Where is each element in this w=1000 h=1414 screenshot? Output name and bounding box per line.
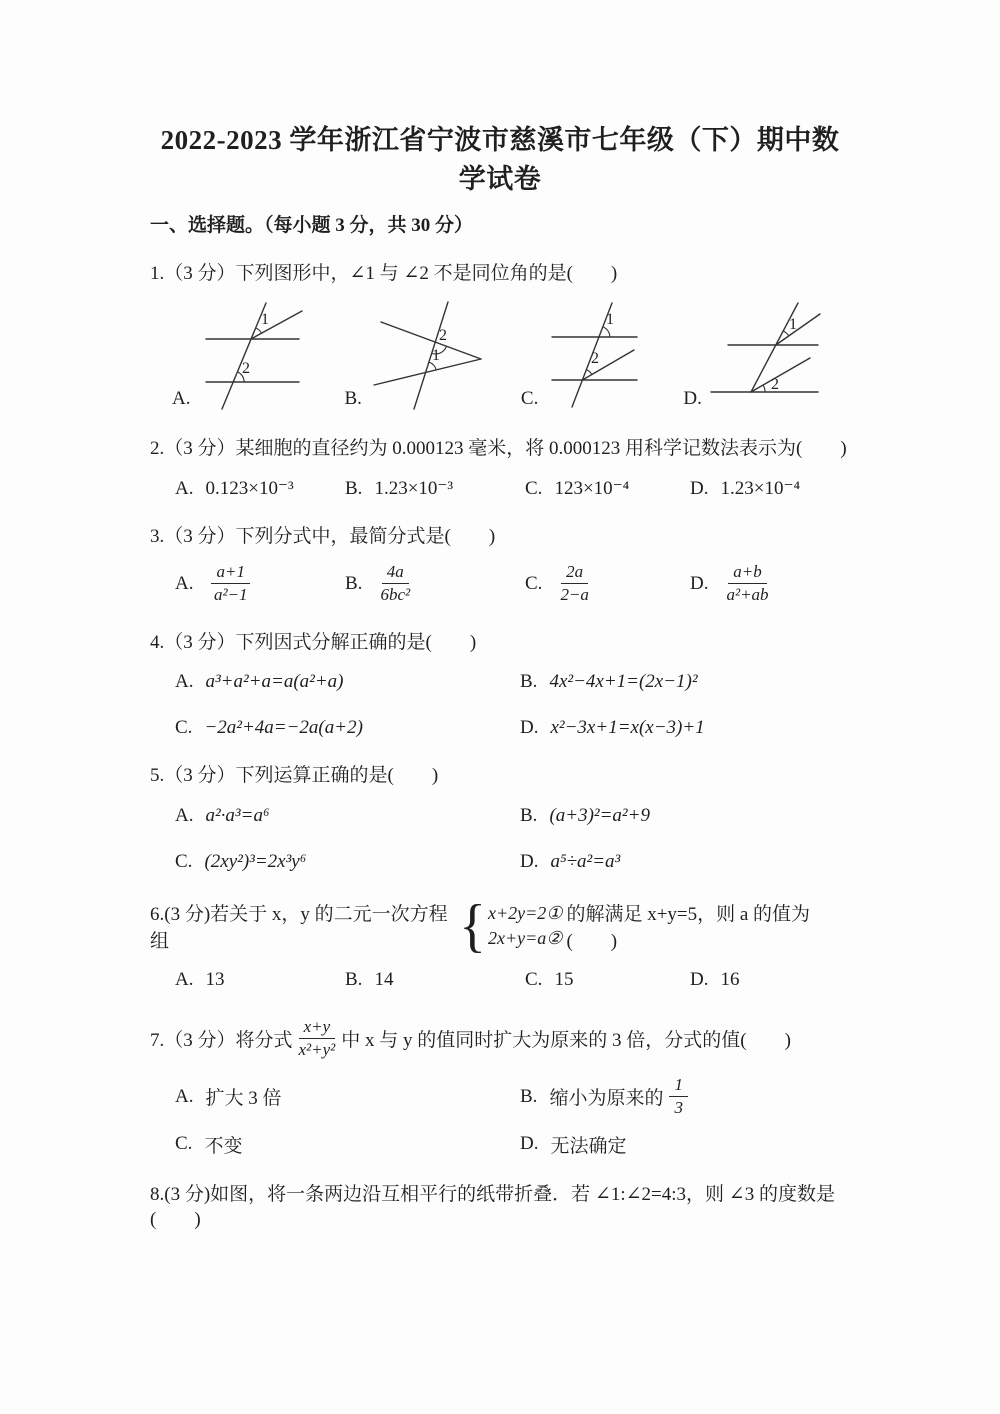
fraction-denominator: 6bc² bbox=[380, 585, 411, 605]
option-label: D. bbox=[520, 717, 539, 739]
fraction-denominator: x²+y² bbox=[298, 1040, 336, 1060]
option-value: 123×10⁻⁴ bbox=[554, 478, 630, 500]
option-value-prefix: 缩小为原来的 bbox=[549, 1088, 664, 1110]
figure-option-b bbox=[344, 297, 515, 412]
angle-2-label: 2 bbox=[242, 359, 251, 377]
option-d bbox=[690, 562, 775, 606]
system-equations bbox=[488, 902, 562, 949]
question-8-text: 8.(3 分)如图，将一条两边沿互相平行的纸带折叠．若 ∠1:∠2=4:3，则 ∠3 的度数是( ) bbox=[150, 1183, 835, 1231]
option-label: D. bbox=[520, 1133, 539, 1155]
option-c bbox=[175, 851, 520, 873]
option-value: a²·a³=a⁶ bbox=[205, 804, 270, 826]
option-a bbox=[175, 1083, 520, 1110]
fraction-numerator: a+b bbox=[728, 562, 766, 584]
option-d bbox=[520, 851, 620, 873]
option-value: 1.23×10⁻³ bbox=[374, 478, 454, 500]
option-value: 15 bbox=[554, 968, 574, 990]
option-label: B. bbox=[520, 804, 538, 826]
option-b bbox=[345, 477, 525, 500]
option-label: D. bbox=[690, 477, 709, 499]
option-label: D. bbox=[690, 572, 709, 594]
option-label: C. bbox=[175, 850, 193, 872]
angle-figure-d bbox=[706, 297, 871, 412]
option-d bbox=[690, 969, 739, 991]
equation-1: x+2y=2① bbox=[488, 903, 563, 924]
question-3-options bbox=[150, 562, 850, 606]
option-b bbox=[345, 562, 525, 606]
option-b bbox=[520, 1075, 694, 1119]
option-label: C. bbox=[525, 572, 543, 594]
fraction-denominator: a²−1 bbox=[213, 585, 248, 605]
lower-line bbox=[374, 359, 481, 385]
angle-arc bbox=[587, 369, 593, 374]
option-value: 不变 bbox=[204, 1135, 243, 1157]
option-label: B. bbox=[345, 477, 363, 499]
angle-figure-c bbox=[542, 297, 682, 412]
option-b bbox=[520, 805, 650, 827]
question-6-prefix: 6.(3 分)若关于 x，y 的二元一次方程组 bbox=[150, 903, 448, 952]
option-label: A. bbox=[175, 804, 194, 826]
option-label: C. bbox=[175, 1133, 193, 1155]
option-label: A. bbox=[175, 477, 194, 499]
fraction-numerator: a+1 bbox=[211, 562, 249, 584]
option-label: C. bbox=[520, 387, 539, 409]
angle-arc bbox=[783, 331, 789, 336]
option-label: A. bbox=[175, 572, 194, 594]
figure-option-d bbox=[683, 297, 870, 412]
option-value: 14 bbox=[374, 968, 394, 990]
angle-arc bbox=[763, 385, 765, 392]
option-value: a⁵÷a²=a³ bbox=[550, 850, 621, 872]
option-d bbox=[520, 1131, 627, 1158]
option-label: D. bbox=[520, 850, 539, 872]
option-label: A. bbox=[175, 968, 194, 990]
option-a bbox=[175, 562, 345, 606]
option-a bbox=[175, 969, 345, 991]
fraction bbox=[560, 562, 588, 606]
page-title: 2022-2023 学年浙江省宁波市慈溪市七年级（下）期中数学试卷 bbox=[160, 125, 840, 194]
option-value: 16 bbox=[720, 968, 740, 990]
option-value: (2xy²)³=2x³y⁶ bbox=[204, 850, 307, 872]
option-b bbox=[345, 969, 525, 991]
question-1-text: 1.（3 分）下列图形中，∠1 与 ∠2 不是同位角的是( ) bbox=[150, 263, 618, 284]
angle-figure-a bbox=[194, 297, 344, 412]
equation-2: 2x+y=a② bbox=[488, 927, 563, 948]
question-6-options bbox=[150, 969, 850, 991]
ray-line-top bbox=[776, 314, 820, 345]
angle-1-label: 1 bbox=[261, 310, 270, 328]
option-label: B. bbox=[520, 1085, 538, 1107]
option-c bbox=[175, 1131, 520, 1158]
option-label: A. bbox=[175, 671, 194, 693]
question-7-prefix: 7.（3 分）将分式 bbox=[150, 1030, 293, 1052]
option-label: B. bbox=[520, 671, 538, 693]
option-label: C. bbox=[175, 717, 193, 739]
question-4-text: 4.（3 分）下列因式分解正确的是( ) bbox=[150, 631, 477, 653]
option-value: 13 bbox=[205, 968, 225, 990]
fraction bbox=[380, 562, 410, 606]
option-label: C. bbox=[525, 477, 543, 499]
angle-figure-b bbox=[366, 297, 516, 412]
option-a bbox=[175, 671, 520, 693]
question-3-text: 3.（3 分）下列分式中，最简分式是( ) bbox=[150, 526, 496, 548]
option-c bbox=[525, 562, 690, 606]
fraction-denominator: 3 bbox=[674, 1098, 683, 1118]
fraction-numerator: 2a bbox=[561, 562, 588, 584]
option-label: B. bbox=[344, 387, 362, 409]
question-5-options-row-1 bbox=[150, 805, 850, 827]
angle-arc bbox=[603, 326, 610, 336]
fraction-denominator: 2−a bbox=[560, 585, 589, 605]
option-label: C. bbox=[525, 968, 543, 990]
question-1-figures bbox=[150, 297, 850, 412]
option-c bbox=[175, 717, 520, 739]
fraction bbox=[726, 562, 768, 606]
fraction bbox=[211, 562, 249, 606]
angle-2-label: 2 bbox=[438, 326, 447, 344]
fraction-numerator: 4a bbox=[382, 562, 409, 584]
option-value: 无法确定 bbox=[550, 1135, 627, 1157]
question-4-options-row-2 bbox=[150, 717, 850, 739]
question-7-suffix: 中 x 与 y 的值同时扩大为原来的 3 倍，分式的值( ) bbox=[341, 1030, 791, 1052]
option-c bbox=[525, 969, 690, 991]
question-6-text bbox=[150, 893, 850, 959]
option-d bbox=[520, 717, 705, 739]
system-brace: { bbox=[459, 893, 487, 959]
transversal-line bbox=[222, 303, 266, 409]
question-2-options bbox=[150, 477, 850, 500]
option-label: A. bbox=[175, 1085, 194, 1107]
angle-1-label: 1 bbox=[788, 315, 797, 333]
option-value: (a+3)²=a²+9 bbox=[549, 804, 650, 826]
option-d bbox=[690, 477, 800, 500]
angle-1-label: 1 bbox=[431, 346, 440, 364]
fraction-denominator: a²+ab bbox=[726, 585, 769, 605]
transversal-line bbox=[414, 302, 448, 409]
angle-2-label: 2 bbox=[591, 349, 600, 367]
fraction bbox=[299, 1017, 336, 1061]
figure-option-a bbox=[172, 297, 344, 412]
option-value: 0.123×10⁻³ bbox=[205, 478, 294, 500]
option-label: D. bbox=[690, 968, 709, 990]
fraction-numerator: x+y bbox=[299, 1017, 336, 1039]
angle-arc bbox=[256, 328, 262, 333]
equation-system bbox=[459, 893, 563, 959]
option-value: 4x²−4x+1=(2x−1)² bbox=[549, 671, 698, 693]
option-label: A. bbox=[172, 387, 191, 409]
question-5-text: 5.（3 分）下列运算正确的是( ) bbox=[150, 765, 439, 787]
question-7-options-row-2 bbox=[150, 1131, 850, 1158]
section-heading: 一、选择题。（每小题 3 分，共 30 分） bbox=[150, 215, 474, 236]
option-value: −2a²+4a=−2a(a+2) bbox=[204, 717, 363, 739]
option-a bbox=[175, 805, 520, 827]
option-label: B. bbox=[345, 572, 363, 594]
fraction bbox=[669, 1075, 688, 1119]
option-b bbox=[520, 671, 698, 693]
question-2-text: 2.（3 分）某细胞的直径约为 0.000123 毫米，将 0.000123 用科学记数法表示为( ) bbox=[150, 437, 847, 459]
option-label: D. bbox=[683, 387, 702, 409]
ray-line bbox=[251, 311, 302, 339]
question-4-options-row-1 bbox=[150, 671, 850, 693]
angle-2-label: 2 bbox=[770, 375, 779, 393]
angle-1-label: 1 bbox=[606, 310, 615, 328]
question-6-suffix: 的解满足 x+y=5，则 a 的值为( ) bbox=[566, 903, 811, 952]
option-value: 1.23×10⁻⁴ bbox=[720, 478, 801, 500]
option-c bbox=[525, 477, 690, 500]
question-5-options-row-2 bbox=[150, 851, 850, 873]
option-value: 扩大 3 倍 bbox=[205, 1088, 282, 1110]
fraction-numerator: 1 bbox=[669, 1075, 688, 1097]
option-value: x²−3x+1=x(x−3)+1 bbox=[550, 717, 705, 739]
option-value: a³+a²+a=a(a²+a) bbox=[205, 671, 344, 693]
option-a bbox=[175, 477, 345, 500]
question-7-text bbox=[150, 1017, 850, 1061]
figure-option-c bbox=[521, 297, 682, 412]
question-7-options-row-1 bbox=[150, 1075, 850, 1119]
option-label: B. bbox=[345, 968, 363, 990]
